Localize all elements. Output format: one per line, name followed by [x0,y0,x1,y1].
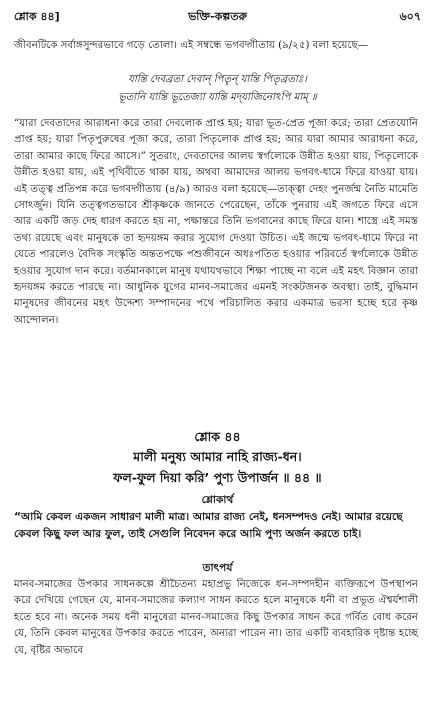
shloka-line-1: মালী মনুষ্য আমার নাহি রাজ্য-ধন। [133,449,302,464]
body-paragraph: “যারা দেবতাদের আরাধনা করে তারা দেবলোক প্রাপ্ত হয়; যারা ভূত-প্রেত পূজা করে; তারা প্রেতযোনি প্রাপ্ত হয়; যারা পিতৃপুরুষের পূজা করে, তারা পিতৃলোক প্রাপ্ত হয়; আর যারা আমার আরাধনা করে, তারা আমার কাছে ফিরে আসে।” সুতরাং, দেবতাদের আলয় স্বর্গলোকে উন্নীত হওয়া যায়, পিতৃলোকে উন্নীত হওয়া যায়, এই পৃথিবীতে থাকা যায়, অথবা আমাদের আলয় ভগবৎ-ধামে ফিরে যাওয়া যায়। এই তত্ত্ব প্রতিপন্ন করে ভগবদ্গীতায় (৪/৯) আরও বলা হয়েছে—ত্যক্ত্বা দেহং পুনর্জন্ম নৈতি মামেতি সোঽর্জুন। যিনি তত্ত্বগতভাবে শ্রীকৃষ্ণকে জানতে পেরেছেন, তাঁকে পুনরায় এই জগতে ফিরে এসে আর একটি জড় দেহ ধারণ করতে হয় না, পক্ষান্তরে তিনি ভগবানের কাছে ফিরে যান। শাস্ত্রে এই সমস্ত তথ্য রয়েছে এবং মানুষকে তা হৃদয়ঙ্গম করার সুযোগ দেওয়া উচিত। এই জন্মে ভগবৎ-ধামে ফিরে না যেতে পারলেও বৈদিক সংস্কৃতি অন্ততপক্ষে পশুজীবনে অধঃপতিত হওয়ার পরিবর্তে স্বর্গলোকে উন্নীত হওয়ার সুযোগ দান করে। বর্তমানকালে মানুষ যথাযথভাবে শিক্ষা পাচ্ছে না বলে এই মহৎ বিজ্ঞান তারা হৃদয়ঙ্গম করতে পারছে না। আধুনিক যুগের মানব-সমাজের এমনই সংকটজনক অবস্থা। তাই, বুদ্ধিমান মানুষদের জীবনের মহৎ উদ্দেশ্য সম্পাদনের পথে পরিচালিত করার একমাত্র ভরসা হচ্ছে হরে কৃষ্ণ আন্দোলন। [14,118,418,326]
header-title: ভক্তি-কল্পতরু [188,10,247,23]
gita-verse-line-2: ভূতানি যান্তি ভূতেজ্যা যান্তি মদ্‌যাজিনোঽপি মাম্ ॥ [118,92,317,103]
purport-heading: তাৎপর্য [202,562,233,574]
shloka-number: শ্লোক ৪৪ [194,429,241,444]
gita-verse-line-1: যান্তি দেবব্রতা দেবান্ পিতৄন্ যান্তি পিতৃব্রতাঃ। [128,74,307,85]
header-chapter-ref: শ্লোক ৪৪] [14,10,60,23]
page-header [14,6,421,26]
intro-paragraph: জীবনটিকে সর্বাঙ্গসুন্দরভাবে গড়ে তোলা। এই সম্বন্ধে ভগবদ্গীতায় (৯/২৫) বলা হয়েছে— [14,40,369,51]
translation-heading: শ্লোকার্থ [201,494,234,506]
header-page-number: ৬০৭ [399,10,421,23]
translation-text: “আমি কেবল একজন সাধারণ মালী মাত্র। আমার রাজ্য নেই, ধনসম্পদও নেই। আমার রয়েছে কেবল কিছু ফল আর ফুল, তাই সেগুলি নিবেদন করে আমি পুণ্য অর্জন করতে চাই। [14,511,403,540]
shloka-line-2: ফল-ফুল দিয়া করি’ পুণ্য উপার্জন ॥ ৪৪ ॥ [113,470,322,485]
purport-paragraph: মানব-সমাজের উপকার সাধনকল্পে শ্রীচৈতন্য মহাপ্রভু নিজেকে ধন-সম্পদহীন ব্যক্তিরূপে উপস্থাপন করে দেখিয়ে গেছেন যে, মানব-সমাজের কল্যাণ সাধন করতে হলে মানুষকে ধনী বা প্রভূত ঐশ্বর্যশালী হতে হবে না। অনেক সময় ধনী মানুষেরা মানব-সমাজের কিছু উপকার সাধন করে গর্বিত বোধ করেন যে, তিনি কেবল মানুষের উপকার করতে পারেন, অন্যরা পারেন না। তার একটি ব্যবহারিক দৃষ্টান্ত হচ্ছে যে, বৃষ্টির অভাবে [14,579,418,656]
